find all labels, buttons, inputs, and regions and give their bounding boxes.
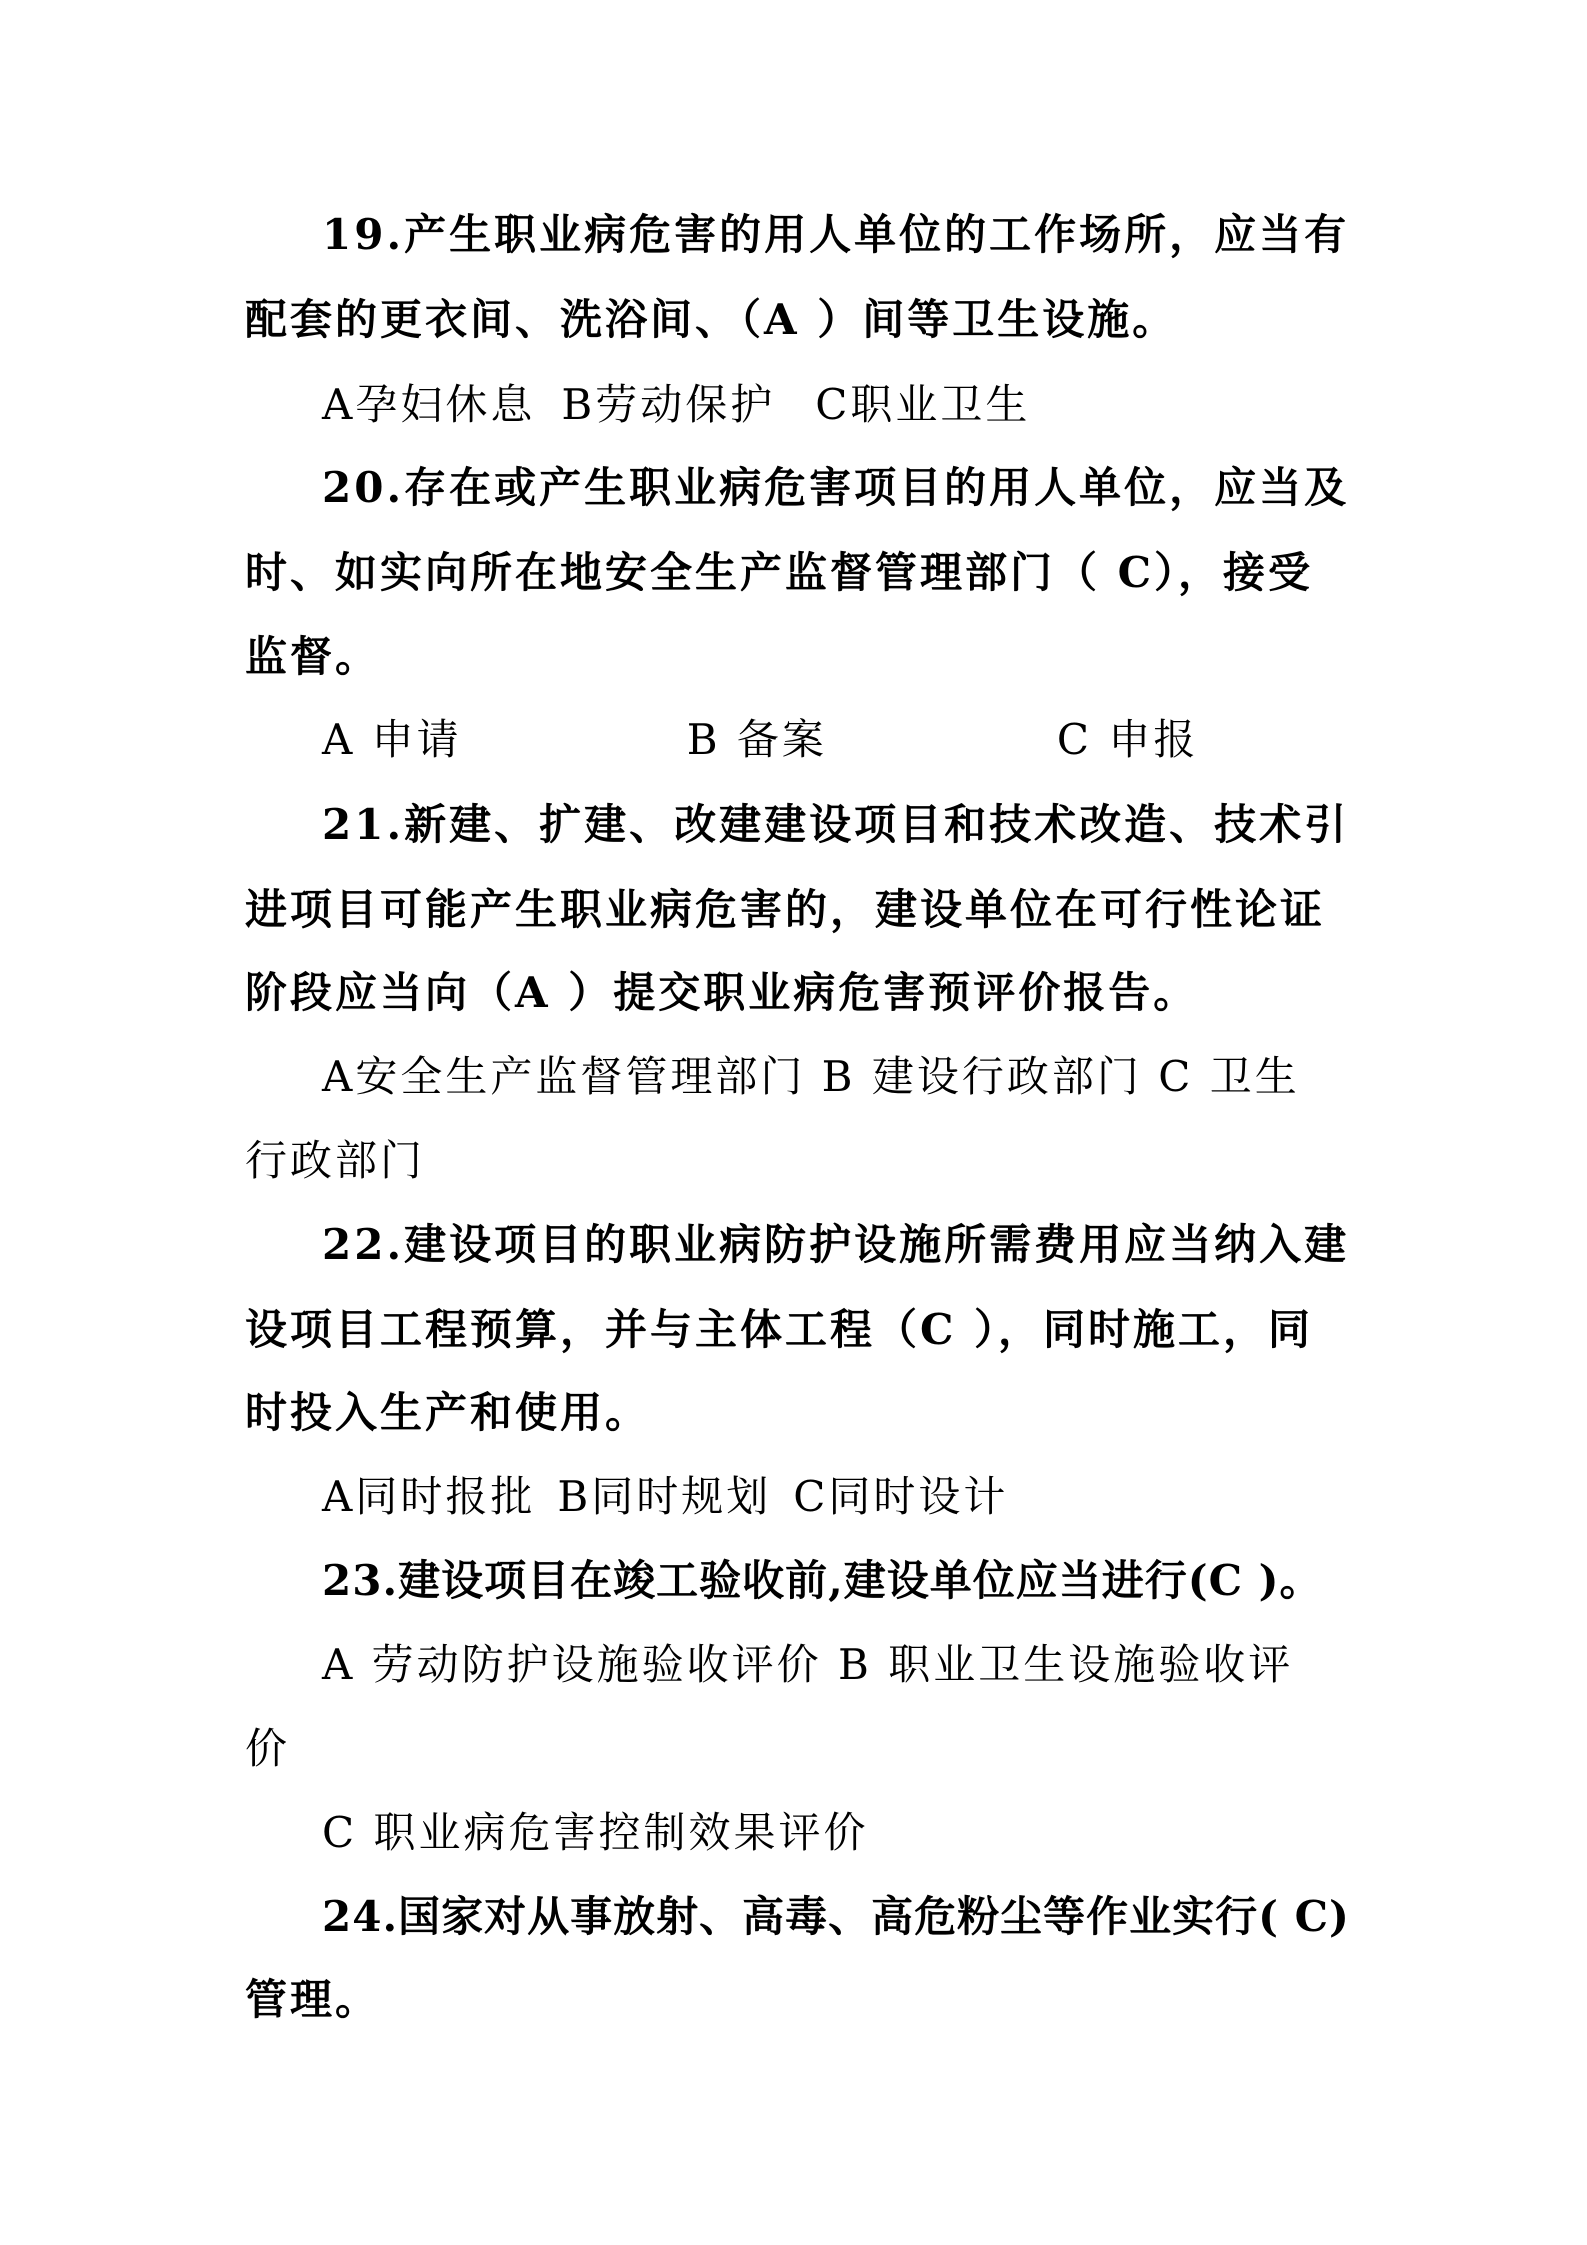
option-c: C 申报 <box>1056 715 1199 764</box>
question-22-line-3: 时投入生产和使用。 <box>245 1388 651 1437</box>
question-21-options-line-2: 行政部门 <box>245 1136 426 1185</box>
question-20-line-3: 监督。 <box>245 632 381 681</box>
question-21-line-3: 阶段应当向（A ）提交职业病危害预评价报告。 <box>245 968 1199 1017</box>
question-23-options-line-1: A 劳动防护设施验收评价 B 职业卫生设施验收评 <box>322 1640 1294 1689</box>
question-19-line-1: 19.产生职业病危害的用人单位的工作场所，应当有 <box>322 210 1350 259</box>
question-24-line-1: 24.国家对从事放射、高毒、高危粉尘等作业实行( C) <box>322 1892 1350 1941</box>
option-a: A孕妇休息 <box>322 380 536 429</box>
question-20-line-2: 时、如实向所在地安全生产监督管理部门（ C），接受 <box>245 548 1314 597</box>
question-20-options <box>322 710 1198 770</box>
question-24-line-2: 管理。 <box>245 1975 381 2024</box>
question-23-options-line-3: C 职业病危害控制效果评价 <box>322 1808 869 1857</box>
option-b: B劳动保护 <box>561 380 776 429</box>
question-19-line-2: 配套的更衣间、洗浴间、（A ）间等卫生设施。 <box>245 295 1178 344</box>
option-b: B 备案 <box>686 715 827 764</box>
option-c: C同时设计 <box>793 1472 1009 1521</box>
question-21-line-1: 21.新建、扩建、改建建设项目和技术改造、技术引 <box>322 800 1350 849</box>
option-a: A 申请 <box>322 715 462 764</box>
question-21-line-2: 进项目可能产生职业病危害的，建设单位在可行性论证 <box>245 885 1326 934</box>
question-23-line-1: 23.建设项目在竣工验收前,建设单位应当进行(C )。 <box>322 1556 1323 1605</box>
question-23-options-line-2: 价 <box>245 1724 291 1773</box>
question-21-options-line-1: A安全生产监督管理部门 B 建设行政部门 C 卫生 <box>322 1052 1300 1101</box>
question-20-line-1: 20.存在或产生职业病危害项目的用人单位，应当及 <box>322 463 1350 512</box>
question-19-options <box>322 375 1030 435</box>
question-22-line-2: 设项目工程预算，并与主体工程（C ），同时施工，同 <box>245 1305 1314 1354</box>
question-22-line-1: 22.建设项目的职业病防护设施所需费用应当纳入建 <box>322 1220 1350 1269</box>
option-a: A同时报批 <box>322 1472 536 1521</box>
question-22-options <box>322 1467 1008 1527</box>
option-b: B同时规划 <box>557 1472 772 1521</box>
option-c: C职业卫生 <box>815 380 1031 429</box>
